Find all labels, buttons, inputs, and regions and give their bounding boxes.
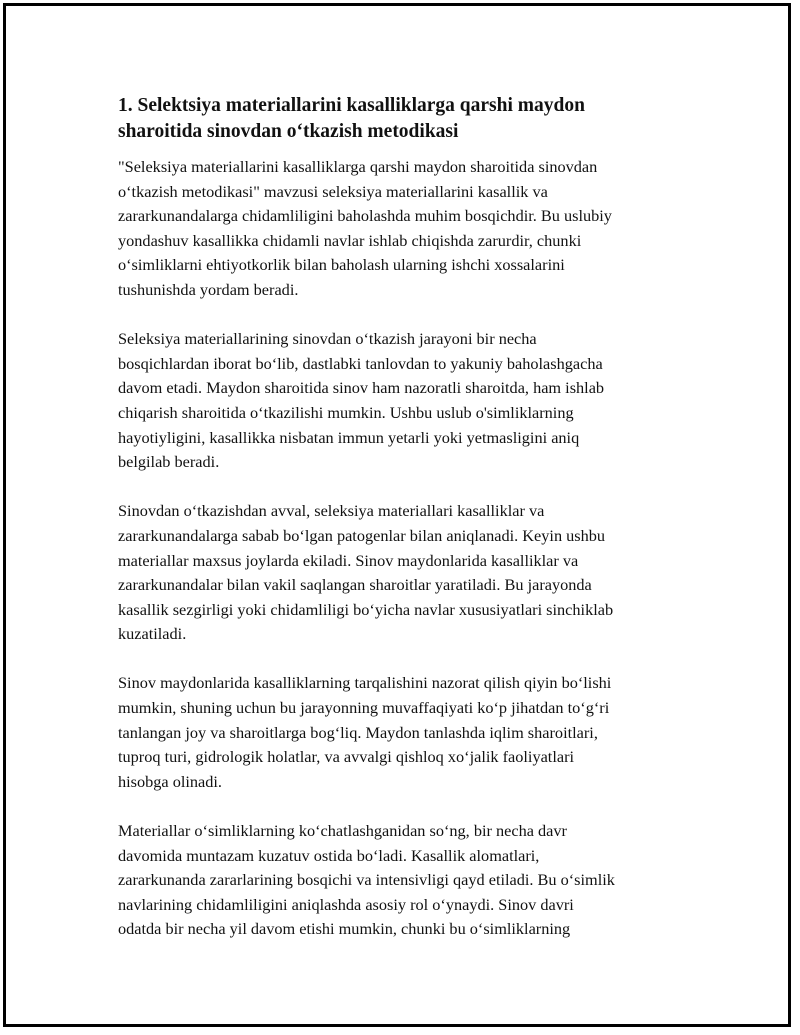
text-line: Sinovdan o‘tkazishdan avval, seleksiya materiallari kasalliklar va bbox=[118, 501, 545, 521]
text-line: belgilab beradi. bbox=[118, 452, 220, 472]
heading-line: 1. Selektsiya materiallarini kasalliklarga qarshi maydon bbox=[118, 95, 585, 116]
heading-line: sharoitida sinovdan o‘tkazish metodikasi bbox=[118, 121, 459, 142]
text-line: zararkunandalarga sabab bo‘lgan patogenlar bilan aniqlanadi. Keyin ushbu bbox=[118, 525, 606, 545]
paragraph-2 bbox=[118, 327, 688, 475]
text-line: navlarining chidamliligini aniqlashda asosiy rol o‘ynaydi. Sinov davri bbox=[118, 894, 574, 914]
paragraph-5 bbox=[118, 819, 688, 942]
text-line: kasallik sezgirligi yoki chidamliligi bo‘yicha navlar xususiyatlari sinchiklab bbox=[118, 599, 614, 619]
text-line: odatda bir necha yil davom etishi mumkin, chunki bu o‘simliklarning bbox=[118, 919, 571, 939]
text-line: tanlangan joy va sharoitlarga bog‘liq. Maydon tanlashda iqlim sharoitlari, bbox=[118, 722, 598, 742]
text-line: tushunishda yordam beradi. bbox=[118, 279, 299, 299]
text-line: zararkunandalar bilan vakil saqlangan sharoitlar yaratiladi. Bu jarayonda bbox=[118, 575, 592, 595]
text-line: mumkin, shuning uchun bu jarayonning muvaffaqiyati ko‘p jihatdan to‘g‘ri bbox=[118, 698, 610, 718]
text-line: davomida muntazam kuzatuv ostida bo‘ladi. Kasallik alomatlari, bbox=[118, 845, 540, 865]
text-line: zararkunandalarga chidamliligini baholashda muhim bosqichdir. Bu uslubiy bbox=[118, 206, 612, 226]
text-line: zararkunanda zararlarining bosqichi va intensivligi qayd etiladi. Bu o‘simlik bbox=[118, 870, 615, 890]
document-body bbox=[118, 93, 688, 967]
text-line: Seleksiya materiallarining sinovdan o‘tkazish jarayoni bir necha bbox=[118, 329, 537, 349]
text-line: o‘tkazish metodikasi" mavzusi seleksiya materiallarini kasallik va bbox=[118, 181, 548, 201]
text-line: "Seleksiya materiallarini kasalliklarga qarshi maydon sharoitida sinovdan bbox=[118, 157, 598, 176]
text-line: hayotiyligini, kasallikka nisbatan immun yetarli yoki yetmasligini aniq bbox=[118, 427, 580, 447]
text-line: hisobga olinadi. bbox=[118, 771, 223, 791]
text-line: tuproq turi, gidrologik holatlar, va avvalgi qishloq xo‘jalik faoliyatlari bbox=[118, 747, 575, 767]
section-heading bbox=[118, 93, 688, 145]
text-line: materiallar maxsus joylarda ekiladi. Sinov maydonlarida kasalliklar va bbox=[118, 550, 579, 570]
text-line: Sinov maydonlarida kasalliklarning tarqalishini nazorat qilish qiyin bo‘lishi bbox=[118, 673, 612, 693]
paragraph-1 bbox=[118, 155, 688, 303]
text-line: bosqichlardan iborat bo‘lib, dastlabki tanlovdan to yakuniy baholashgacha bbox=[118, 353, 603, 373]
paragraph-3 bbox=[118, 499, 688, 647]
text-line: o‘simliklarni ehtiyotkorlik bilan baholash ularning ishchi xossalarini bbox=[118, 255, 565, 275]
paragraph-4 bbox=[118, 671, 688, 794]
text-line: Materiallar o‘simliklarning ko‘chatlashganidan so‘ng, bir necha davr bbox=[118, 821, 567, 841]
text-line: yondashuv kasallikka chidamli navlar ishlab chiqishda zarurdir, chunki bbox=[118, 230, 582, 250]
text-line: chiqarish sharoitida o‘tkazilishi mumkin. Ushbu uslub o'simliklarning bbox=[118, 402, 574, 422]
text-line: kuzatiladi. bbox=[118, 624, 187, 644]
text-line: davom etadi. Maydon sharoitida sinov ham nazoratli sharoitda, ham ishlab bbox=[118, 378, 605, 398]
